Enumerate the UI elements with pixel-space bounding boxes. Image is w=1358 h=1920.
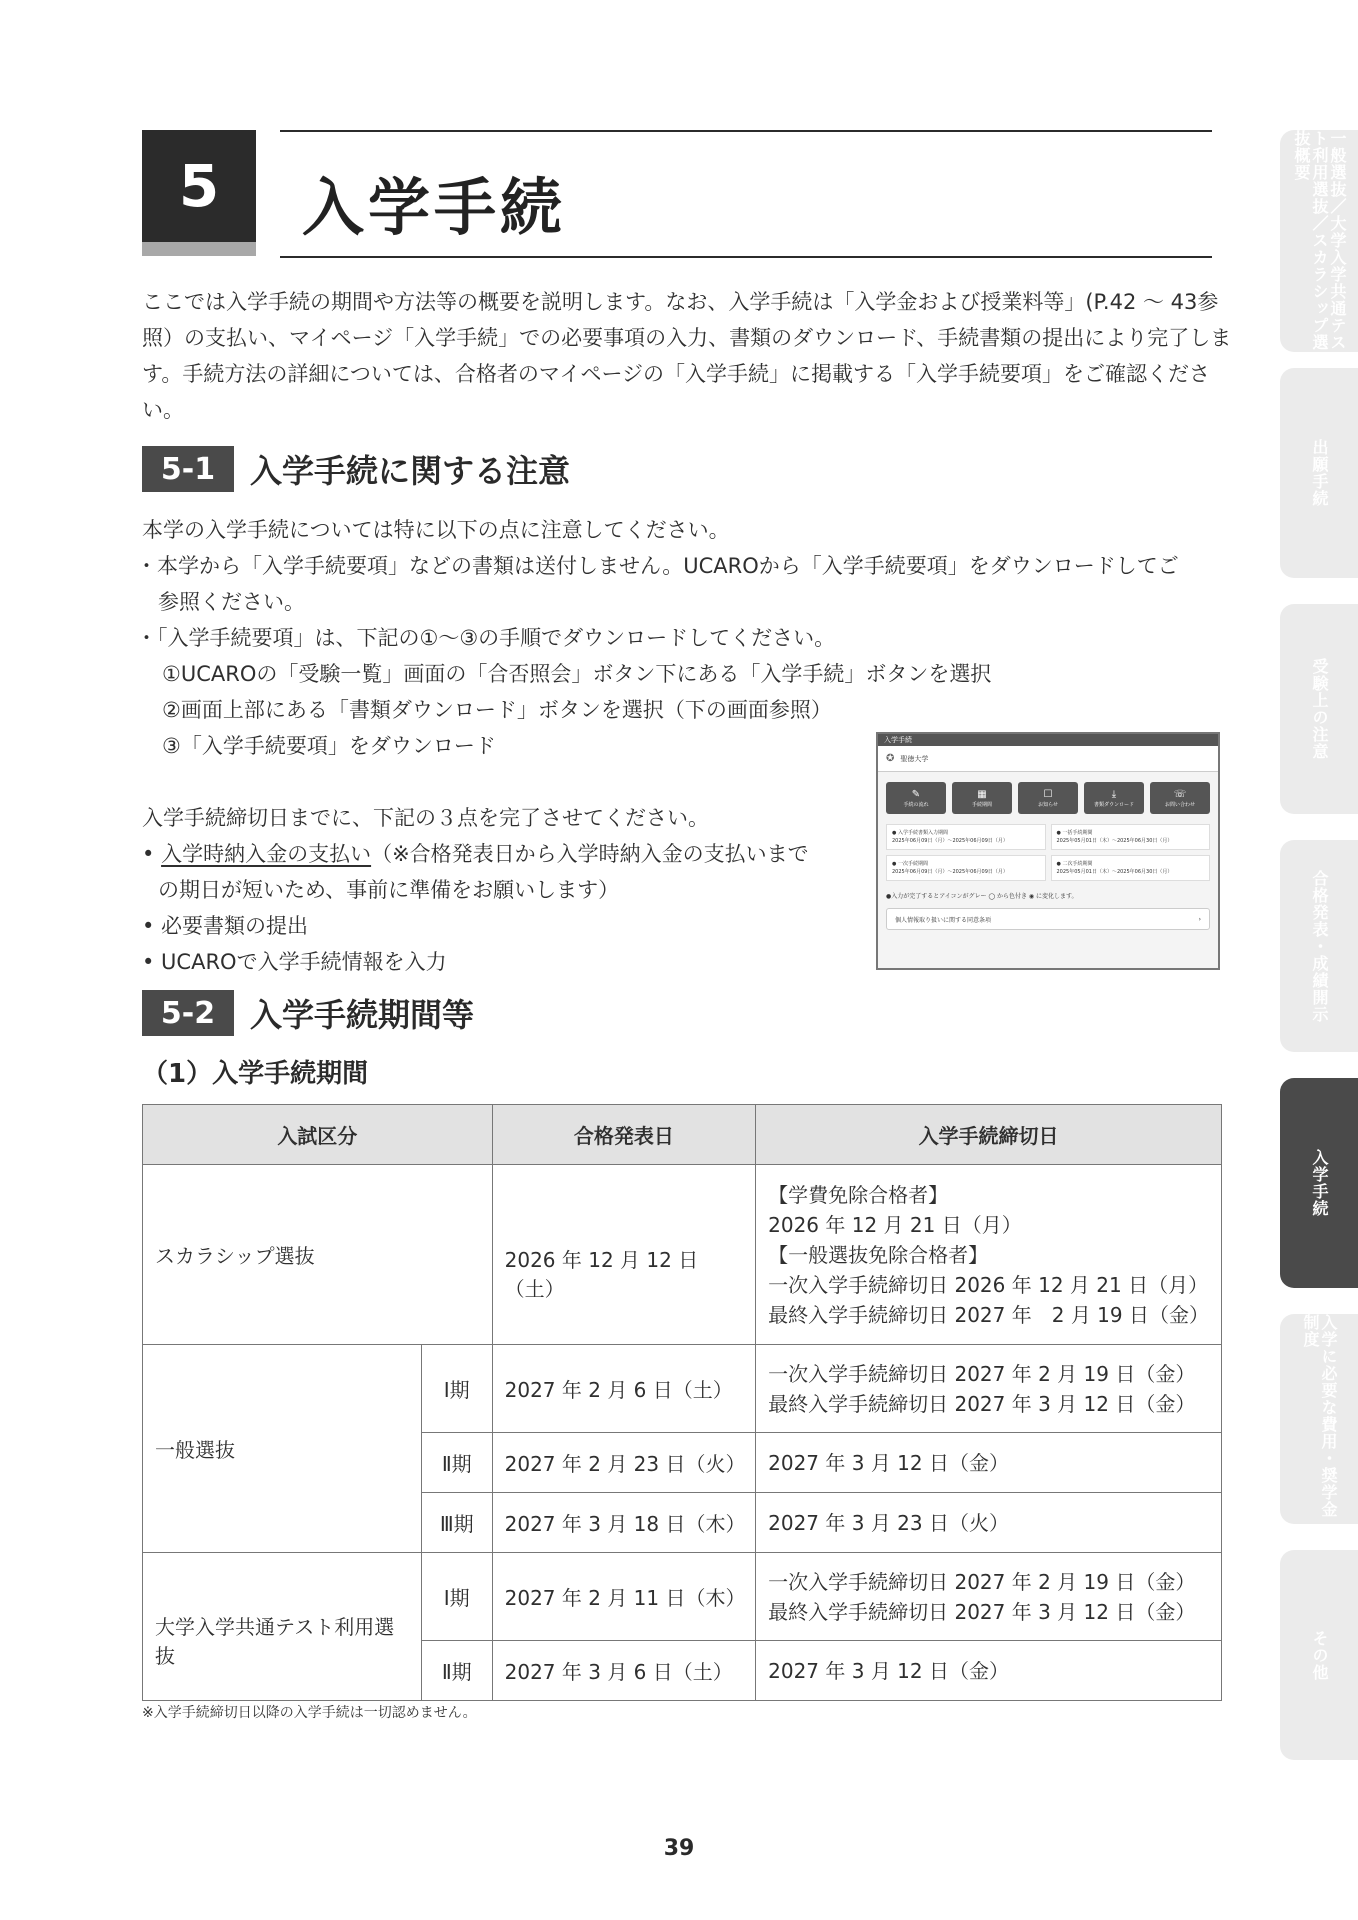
screen-note: ●入力が完了するとアイコンがグレー ◯ から色付き ◉ に変化します。 bbox=[886, 893, 1078, 900]
bullet-mark: • bbox=[142, 842, 155, 866]
period-cell: Ⅲ期 bbox=[421, 1493, 492, 1553]
section1-bullet1-cont: 参照ください。 bbox=[158, 590, 305, 614]
deadline-line: 2027 年 3 月 12 日（金） bbox=[768, 1658, 1009, 1683]
period-cell: Ⅱ期 bbox=[421, 1641, 492, 1701]
item1-rest: （※合格発表日から入学時納入金の支払いまで bbox=[371, 842, 809, 866]
table-row bbox=[143, 1165, 1222, 1345]
underlined-text: 入学時納入金の支払い bbox=[161, 842, 372, 866]
section-title: 入学手続期間等 bbox=[250, 996, 475, 1034]
card-title: ● 一次手続期間 bbox=[892, 861, 928, 867]
deadline-line: 最終入学手続締切日 2027 年 3 月 12 日（金） bbox=[768, 1599, 1196, 1624]
tab-label: 出願手続 bbox=[1310, 439, 1329, 507]
enrollment-period-table bbox=[142, 1104, 1222, 1701]
subsection-heading: （1）入学手続期間 bbox=[142, 1059, 369, 1089]
period-card bbox=[886, 855, 1046, 881]
tab-enrollment-procedure[interactable] bbox=[1280, 1078, 1358, 1288]
card-title: ● 一括手続期間 bbox=[1056, 830, 1093, 836]
chapter-rule-top bbox=[280, 130, 1212, 132]
card-dates: 2025年06月09日（月）～2025年06月09日（月） bbox=[892, 838, 1008, 844]
card-dates: 2025年06月09日（月）～2025年06月09日（月） bbox=[892, 869, 1008, 875]
tab-results-disclosure[interactable] bbox=[1280, 840, 1358, 1052]
section-5-2-heading bbox=[142, 990, 474, 1036]
chapter-title: 入学手続 bbox=[302, 171, 567, 244]
link-label: 個人情報取り扱いに関する同意条項 bbox=[895, 916, 992, 924]
tab-label: 入学に必要な費用・奨学金制度 bbox=[1301, 1314, 1338, 1518]
period-cell: Ⅱ期 bbox=[421, 1433, 492, 1493]
tab-exam-notes[interactable] bbox=[1280, 604, 1358, 814]
section-number: 5-2 bbox=[142, 990, 234, 1036]
document-download-button bbox=[1084, 782, 1144, 814]
announcement-cell: 2027 年 3 月 18 日（木） bbox=[492, 1493, 756, 1553]
deadline-cell bbox=[756, 1641, 1222, 1701]
chapter-number: 5 bbox=[142, 130, 256, 242]
screen-title-bar: 入学手続 bbox=[878, 734, 1218, 746]
procedure-period-button bbox=[952, 782, 1012, 814]
section-number: 5-1 bbox=[142, 446, 234, 492]
announcement-cell: 2027 年 2 月 11 日（木） bbox=[492, 1553, 756, 1641]
deadline-lead: 入学手続締切日までに、下記の３点を完了させてください。 bbox=[142, 806, 709, 830]
intro-paragraph: ここでは入学手続の期間や方法等の概要を説明します。なお、入学手続は「入学金および授業料等」(P.42 ～ 43参照）の支払い、マイページ「入学手続」での必要事項の入力、書類のダウンロード、手続書類の提出により完了します。手続方法の詳細については、合格者のマイページの「入学手続」に掲載する「入学手続要項」をご確認ください。 bbox=[142, 290, 1232, 422]
table-header-row bbox=[143, 1105, 1222, 1165]
contact-button bbox=[1150, 782, 1210, 814]
deadline-item-1-cont: の期日が短いため、事前に準備をお願いします） bbox=[158, 878, 620, 902]
deadline-line: 2027 年 3 月 23 日（火） bbox=[768, 1510, 1009, 1535]
screen-example-image bbox=[876, 732, 1220, 970]
tab-label: 受験上の注意 bbox=[1310, 658, 1329, 760]
screen-button-row bbox=[878, 772, 1218, 820]
announcement-cell: 2027 年 2 月 6 日（土） bbox=[492, 1345, 756, 1433]
table-footnote: ※入学手続締切日以降の入学手続は一切認めません。 bbox=[142, 1705, 477, 1721]
chevron-right-icon: › bbox=[1198, 915, 1201, 923]
tab-costs-scholarships[interactable] bbox=[1280, 1314, 1358, 1524]
button-label: 書類ダウンロード bbox=[1093, 801, 1134, 808]
tab-label: 合格発表・成績開示 bbox=[1310, 869, 1329, 1023]
chapter-rule-bottom bbox=[280, 256, 1212, 258]
chapter-number-underline bbox=[142, 242, 256, 256]
calendar-icon: ▦ bbox=[977, 788, 987, 800]
tab-label: 一般選抜／大学入学共通テスト利用選抜／スカラシップ選抜概要 bbox=[1292, 130, 1347, 351]
deadline-cell bbox=[756, 1433, 1222, 1493]
button-label: お問い合わせ bbox=[1164, 801, 1195, 808]
privacy-consent-link bbox=[886, 908, 1210, 930]
tab-application-procedure[interactable] bbox=[1280, 368, 1358, 578]
university-logo-icon: ✪ bbox=[886, 753, 895, 764]
card-dates: 2025年05月01日（木）～2025年06月30日（月） bbox=[1056, 869, 1173, 875]
deadline-line: 最終入学手続締切日 2027 年 3 月 12 日（金） bbox=[768, 1391, 1196, 1416]
tab-general-selection-overview[interactable] bbox=[1280, 130, 1358, 352]
header-deadline: 入学手続締切日 bbox=[756, 1105, 1222, 1165]
phone-icon: ☏ bbox=[1173, 788, 1187, 800]
deadline-line: 【学費免除合格者】 bbox=[768, 1182, 949, 1207]
deadline-line: 一次入学手続締切日 2027 年 2 月 19 日（金） bbox=[768, 1569, 1196, 1594]
university-name: 聖徳大学 bbox=[900, 754, 929, 763]
deadline-item-3: • UCAROで入学手続情報を入力 bbox=[142, 950, 447, 974]
step-1: ①UCAROの「受験一覧」画面の「合否照会」ボタン下にある「入学手続」ボタンを選択 bbox=[162, 662, 992, 686]
deadline-item-1 bbox=[142, 836, 809, 872]
card-title: ● 入学手続書類入力期間 bbox=[892, 830, 948, 836]
announcement-cell: 2026 年 12 月 12 日（土） bbox=[492, 1165, 756, 1345]
deadline-line: 【一般選抜免除合格者】 bbox=[768, 1242, 989, 1267]
period-card bbox=[1051, 855, 1211, 881]
download-icon: ⤓ bbox=[1111, 788, 1117, 800]
deadline-line: 2027 年 3 月 12 日（金） bbox=[768, 1450, 1009, 1475]
message-icon: ☐ bbox=[1043, 788, 1053, 800]
exam-type-cell: 大学入学共通テスト利用選抜 bbox=[143, 1553, 422, 1701]
header-exam-type: 入試区分 bbox=[143, 1105, 493, 1165]
page-number: 39 bbox=[663, 1836, 695, 1861]
deadline-cell bbox=[756, 1165, 1222, 1345]
exam-type-cell: スカラシップ選抜 bbox=[143, 1165, 493, 1345]
deadline-item-2: • 必要書類の提出 bbox=[142, 914, 309, 938]
deadline-cell bbox=[756, 1493, 1222, 1553]
period-cell: Ⅰ期 bbox=[421, 1345, 492, 1433]
screen-period-cards bbox=[878, 820, 1218, 885]
deadline-line: 2026 年 12 月 21 日（月） bbox=[768, 1212, 1022, 1237]
section-5-1-heading bbox=[142, 446, 570, 492]
card-title: ● 二次手続期間 bbox=[1056, 861, 1093, 867]
exam-type-cell: 一般選抜 bbox=[143, 1345, 422, 1553]
period-card bbox=[1051, 824, 1211, 850]
section-title: 入学手続に関する注意 bbox=[250, 452, 571, 490]
deadline-line: 一次入学手続締切日 2026 年 12 月 21 日（月） bbox=[768, 1272, 1209, 1297]
procedure-flow-button bbox=[886, 782, 946, 814]
step-2: ②画面上部にある「書類ダウンロード」ボタンを選択（下の画面参照） bbox=[162, 698, 832, 722]
pencil-icon: ✎ bbox=[911, 788, 921, 800]
header-announcement-date: 合格発表日 bbox=[492, 1105, 756, 1165]
button-label: 手続期間 bbox=[971, 801, 992, 808]
tab-label: 入学手続 bbox=[1310, 1149, 1329, 1217]
deadline-line: 一次入学手続締切日 2027 年 2 月 19 日（金） bbox=[768, 1361, 1196, 1386]
tab-other[interactable] bbox=[1280, 1550, 1358, 1760]
section1-bullet2: ・「入学手続要項」は、下記の①～③の手順でダウンロードしてください。 bbox=[136, 626, 836, 650]
card-dates: 2025年05月01日（木）～2025年06月30日（月） bbox=[1056, 838, 1173, 844]
step-3: ③「入学手続要項」をダウンロード bbox=[162, 734, 496, 758]
tab-label: その他 bbox=[1310, 1629, 1329, 1681]
screen-header bbox=[878, 746, 1218, 772]
table-row bbox=[143, 1345, 1222, 1433]
period-card bbox=[886, 824, 1046, 850]
button-label: お知らせ bbox=[1038, 801, 1058, 808]
announcement-cell: 2027 年 2 月 23 日（火） bbox=[492, 1433, 756, 1493]
period-cell: Ⅰ期 bbox=[421, 1553, 492, 1641]
notice-button bbox=[1018, 782, 1078, 814]
deadline-cell bbox=[756, 1553, 1222, 1641]
deadline-cell bbox=[756, 1345, 1222, 1433]
table-row bbox=[143, 1553, 1222, 1641]
section1-bullet1: ・本学から「入学手続要項」などの書類は送付しません。UCAROから「入学手続要項」をダウンロードしてご bbox=[136, 554, 1179, 578]
button-label: 手続の流れ bbox=[903, 801, 929, 808]
deadline-line: 最終入学手続締切日 2027 年 2 月 19 日（金） bbox=[768, 1302, 1209, 1327]
section1-lead: 本学の入学手続については特に以下の点に注意してください。 bbox=[142, 518, 730, 542]
announcement-cell: 2027 年 3 月 6 日（土） bbox=[492, 1641, 756, 1701]
